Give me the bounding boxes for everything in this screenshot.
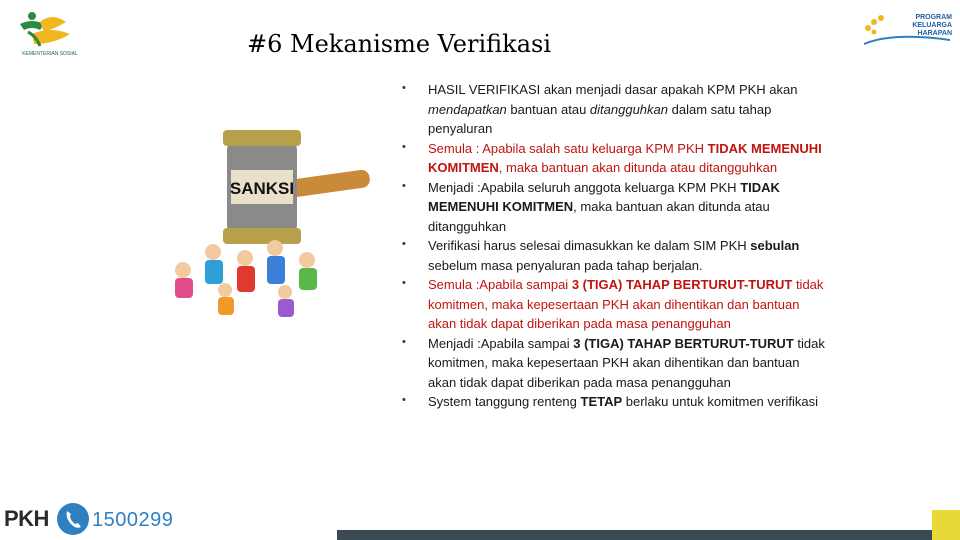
bullet-text-segment: sebelum masa penyaluran pada tahap berjalan. — [428, 257, 703, 273]
bullet-text-segment: ditangguhkan — [589, 101, 668, 117]
footer-bar — [337, 530, 960, 540]
bullet-text-segment: bantuan atau — [506, 101, 590, 117]
bullet-text-segment: TIDAK MEMENUHI KOMITMEN — [428, 140, 822, 175]
bullet-text-segment: 3 (TIGA) TAHAP BERTURUT-TURUT — [573, 335, 794, 351]
bullet-text-segment: Verifikasi harus selesai dimasukkan ke dalam SIM PKH — [428, 238, 751, 253]
verification-bullet-list — [398, 80, 828, 412]
bullet-text-segment: TETAP — [580, 394, 623, 409]
bullet-dot-icon: • — [402, 238, 406, 250]
kemensos-emblem-icon — [10, 8, 90, 52]
bullet-text-segment: Menjadi :Apabila sampai — [428, 335, 574, 351]
bullet-text-segment: sebulan — [750, 238, 800, 253]
bullet-text-segment: TIDAK MEMENUHI KOMITMEN — [428, 179, 780, 214]
bullet-item — [398, 236, 828, 275]
bullet-dot-icon: • — [402, 82, 406, 94]
left-logo-caption: KEMENTERIAN SOSIAL — [22, 51, 78, 57]
bullet-text-segment: , maka bantuan akan ditunda atau ditangguhkan — [428, 199, 770, 234]
bullet-text-segment: tidak komitmen, maka kepesertaan PKH akan dihentikan dan bantuan akan tidak dapat diberikan pada masa penangguhan — [428, 277, 824, 331]
bullet-item — [398, 392, 828, 412]
bullet-text-segment: mendapatkan — [428, 101, 507, 117]
bullet-dot-icon: • — [402, 140, 406, 153]
corner-accent — [932, 510, 960, 540]
bullet-item — [398, 80, 828, 139]
bullet-text-segment: tidak komitmen, maka kepesertaan PKH akan dihentikan dan bantuan akan tidak dapat diberikan pada masa penangguhan — [428, 335, 825, 390]
right-logo-caption: PROGRAM KELUARGA HARAPAN — [912, 14, 952, 37]
bullet-item — [398, 139, 828, 178]
bullet-text-segment: 3 (TIGA) TAHAP BERTURUT-TURUT — [571, 277, 793, 292]
sanksi-illustration — [165, 100, 380, 325]
bullet-text-segment: HASIL VERIFIKASI akan menjadi dasar apakah KPM PKH akan — [428, 82, 798, 97]
bullet-text-segment: dalam satu tahap penyaluran — [428, 101, 772, 136]
bullet-dot-icon: • — [402, 277, 406, 289]
pkh-wordmark: PKH — [4, 506, 49, 531]
phone-icon — [56, 502, 90, 536]
gavel-sanksi-icon — [165, 100, 380, 325]
bullet-dot-icon: • — [402, 394, 406, 406]
page-title: #6 Mekanisme Verifikasi — [247, 30, 552, 58]
bullet-dot-icon: • — [402, 179, 406, 192]
bullet-text-segment: System tanggung renteng — [428, 394, 581, 409]
bullet-item — [398, 334, 828, 393]
bullet-item — [398, 275, 828, 334]
kemensos-logo — [10, 8, 90, 60]
pkh-hotline — [4, 500, 184, 538]
gavel-label: SANKSI — [229, 179, 295, 198]
bullet-text-segment: berlaku untuk komitmen verifikasi — [622, 394, 818, 409]
hotline-number: 1500299 — [92, 509, 174, 531]
bullet-text-segment: , maka bantuan akan ditunda atau ditangguhkan — [498, 160, 778, 175]
bullet-dot-icon: • — [402, 335, 406, 348]
bullet-text-segment: Menjadi :Apabila seluruh anggota keluarga KPM PKH — [428, 179, 741, 195]
bullet-item — [398, 178, 828, 237]
pkh-program-logo — [862, 10, 952, 60]
bullet-text-segment: Semula : Apabila salah satu keluarga KPM PKH — [428, 140, 708, 156]
bullet-text-segment: Semula :Apabila sampai — [428, 277, 572, 292]
children-figures-icon — [175, 240, 317, 317]
